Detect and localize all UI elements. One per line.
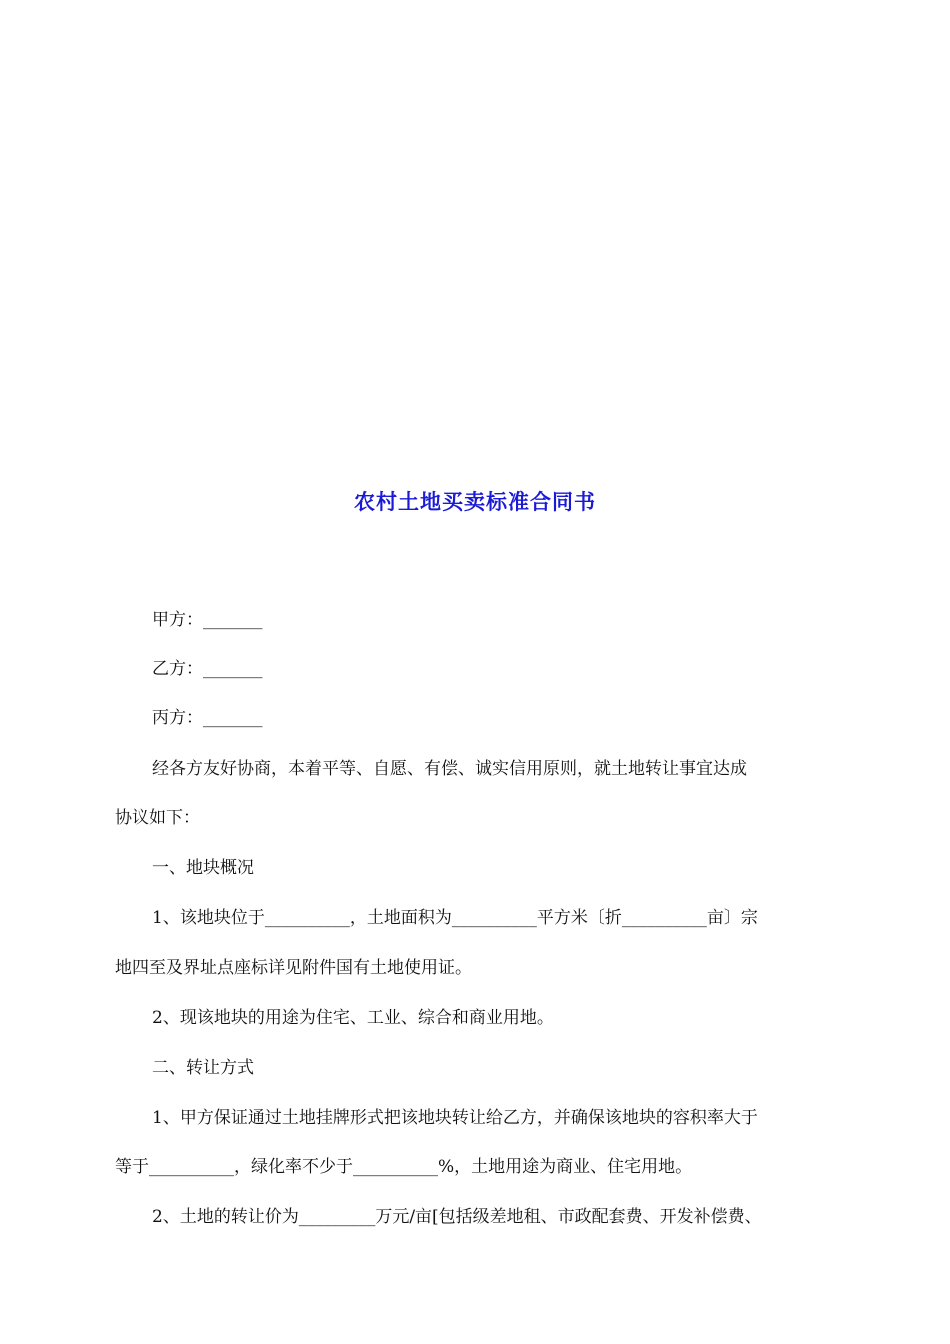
clause-2-1-line-2: 等于__________，绿化率不少于__________%，土地用途为商业、住宅用地。 [115, 1157, 693, 1177]
clause-1-1-line-2: 地四至及界址点座标详见附件国有土地使用证。 [115, 958, 472, 978]
section-heading-1: 一、地块概况 [152, 858, 254, 878]
party-a-line: 甲方：_______ [152, 610, 263, 630]
document-title: 农村土地买卖标准合同书 [354, 489, 596, 514]
section-heading-2: 二、转让方式 [152, 1058, 254, 1078]
clause-2-2-line-1: 2、土地的转让价为_________万元/亩[包括级差地租、市政配套费、开发补偿费、 [152, 1207, 762, 1227]
clause-1-1-line-1: 1、该地块位于__________，土地面积为__________平方米〔折__________亩〕宗 [152, 908, 758, 928]
preamble-line-2: 协议如下： [115, 808, 200, 828]
preamble-line-1: 经各方友好协商，本着平等、自愿、有偿、诚实信用原则，就土地转让事宜达成 [152, 759, 747, 779]
clause-2-1-line-1: 1、甲方保证通过土地挂牌形式把该地块转让给乙方，并确保该地块的容积率大于 [152, 1108, 758, 1128]
clause-1-2-line: 2、现该地块的用途为住宅、工业、综合和商业用地。 [152, 1008, 554, 1028]
party-b-line: 乙方：_______ [152, 659, 263, 679]
party-c-line: 丙方：_______ [152, 708, 263, 728]
